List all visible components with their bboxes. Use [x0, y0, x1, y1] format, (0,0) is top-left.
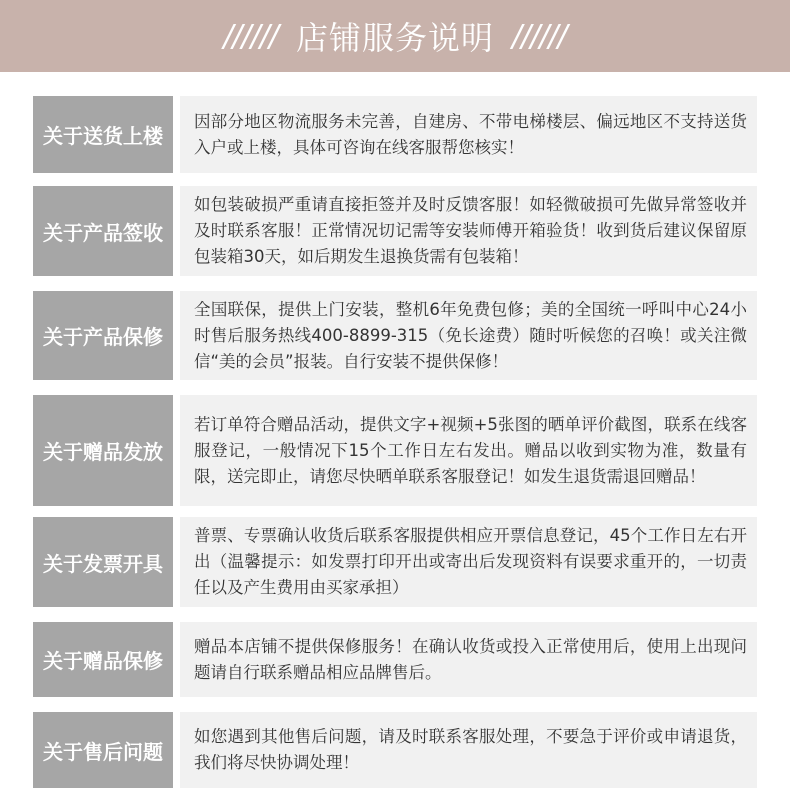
section-text: 因部分地区物流服务未完善，自建房、不带电梯楼层、偏远地区不支持送货入户或上楼，具体可咨询在线客服帮您核实！ [194, 111, 747, 157]
section-text: 普票、专票确认收货后联系客服提供相应开票信息登记，45个工作日左右开出（温馨提示：如发票打印开出或寄出后发现资料有误要求重开的，一切责任以及产生费用由买家承担） [194, 526, 747, 597]
section-content [180, 291, 757, 380]
section-receipt [33, 186, 757, 276]
section-label: 关于产品保修 [33, 291, 173, 380]
section-label: 关于发票开具 [33, 517, 173, 607]
section-text: 如您遇到其他售后问题，请及时联系客服处理，不要急于评价或申请退货，我们将尽快协调处理！ [194, 727, 747, 772]
section-warranty [33, 291, 757, 380]
section-delivery [33, 96, 757, 173]
section-content [180, 395, 757, 506]
page-title: 店铺服务说明 [295, 19, 494, 57]
right-slashes: ////// [512, 18, 567, 54]
left-slashes: ////// [223, 18, 278, 54]
section-invoice [33, 517, 757, 607]
section-gift-warranty [33, 622, 757, 697]
section-label: 关于产品签收 [33, 186, 173, 276]
section-text: 全国联保，提供上门安装，整机6年免费包修；美的全国统一呼叫中心24小时售后服务热线400-8899-315（免长途费）随时听候您的召唤！或关注微信“美的会员”报装。自行安装不提供保修！ [194, 299, 747, 371]
section-label: 关于送货上楼 [33, 96, 173, 173]
section-text: 赠品本店铺不提供保修服务！在确认收货或投入正常使用后，使用上出现问题请自行联系赠品相应品牌售后。 [194, 636, 747, 682]
section-label: 关于售后问题 [33, 712, 173, 788]
section-label: 关于赠品发放 [33, 395, 173, 506]
section-content [180, 622, 757, 697]
section-content [180, 186, 757, 276]
section-label: 关于赠品保修 [33, 622, 173, 697]
section-content [180, 712, 757, 788]
section-content [180, 96, 757, 173]
section-text: 若订单符合赠品活动，提供文字+视频+5张图的晒单评价截图，联系在线客服登记，一般情况下15个工作日左右发出。赠品以收到实物为准，数量有限，送完即止，请您尽快晒单联系客服登记！如发生退货需退回赠品！ [194, 414, 747, 486]
section-content [180, 517, 757, 607]
section-after-sales [33, 712, 757, 788]
section-gift-delivery [33, 395, 757, 506]
section-text: 如包装破损严重请直接拒签并及时反馈客服！如轻微破损可先做异常签收并及时联系客服！正常情况切记需等安装师傅开箱验货！收到货后建议保留原包装箱30天，如后期发生退换货需有包装箱！ [194, 195, 747, 266]
